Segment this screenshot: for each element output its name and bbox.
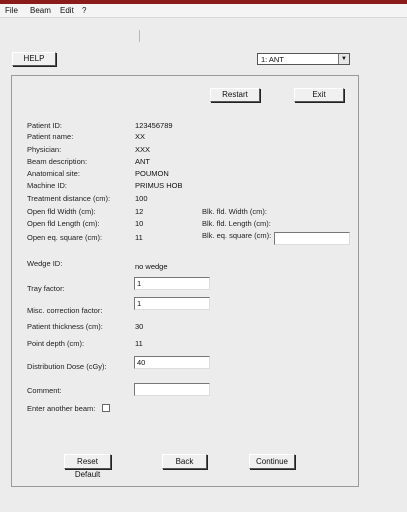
block-eq-square-field[interactable] bbox=[274, 232, 350, 245]
exit-button[interactable]: Exit bbox=[294, 88, 344, 102]
treatment-distance-label: Treatment distance (cm): bbox=[27, 194, 111, 203]
menu-help[interactable]: ? bbox=[82, 6, 87, 15]
help-button[interactable]: HELP bbox=[12, 52, 56, 66]
misc-correction-label: Misc. correction factor: bbox=[27, 306, 103, 315]
back-button[interactable]: Back bbox=[162, 454, 207, 469]
menu-bar bbox=[0, 4, 407, 18]
chevron-down-icon[interactable]: ▼ bbox=[338, 54, 349, 64]
comment-label: Comment: bbox=[27, 386, 62, 395]
point-depth-label: Point depth (cm): bbox=[27, 339, 85, 348]
patient-id-value: 123456789 bbox=[135, 121, 173, 130]
treatment-distance-value: 100 bbox=[135, 194, 148, 203]
physician-value: XXX bbox=[135, 145, 151, 154]
comment-field[interactable] bbox=[134, 383, 210, 396]
block-field-width-label: Blk. fld. Width (cm): bbox=[202, 207, 268, 216]
continue-button[interactable]: Continue bbox=[249, 454, 295, 469]
physician-label: Physician: bbox=[27, 145, 62, 154]
open-field-length-value: 10 bbox=[135, 219, 144, 228]
another-beam-checkbox[interactable] bbox=[102, 404, 110, 412]
anatomical-site-value: POUMON bbox=[135, 169, 169, 178]
beam-select-value: 1: ANT bbox=[261, 55, 284, 64]
anatomical-site-label: Anatomical site: bbox=[27, 169, 80, 178]
menu-edit[interactable]: Edit bbox=[60, 6, 74, 15]
block-eq-square-label: Blk. eq. square (cm): bbox=[202, 231, 272, 240]
tray-factor-label: Tray factor: bbox=[27, 284, 65, 293]
patient-thickness-label: Patient thickness (cm): bbox=[27, 322, 103, 331]
menu-beam[interactable]: Beam bbox=[30, 6, 51, 15]
misc-correction-field[interactable]: 1 bbox=[134, 297, 210, 310]
open-field-width-value: 12 bbox=[135, 207, 144, 216]
open-eq-square-label: Open eq. square (cm): bbox=[27, 233, 103, 242]
beam-description-label: Beam description: bbox=[27, 157, 88, 166]
tray-factor-field[interactable]: 1 bbox=[134, 277, 210, 290]
open-field-width-label: Open fld Width (cm): bbox=[27, 207, 96, 216]
machine-id-value: PRIMUS HOB bbox=[135, 181, 183, 190]
toolbar-separator bbox=[139, 30, 140, 42]
machine-id-label: Machine ID: bbox=[27, 181, 68, 190]
patient-name-label: Patient name: bbox=[27, 132, 74, 141]
open-field-length-label: Open fld Length (cm): bbox=[27, 219, 100, 228]
block-field-length-label: Blk. fld. Length (cm): bbox=[202, 219, 271, 228]
menu-file[interactable]: File bbox=[5, 6, 18, 15]
beam-description-value: ANT bbox=[135, 157, 150, 166]
patient-name-value: XX bbox=[135, 132, 146, 141]
restart-button[interactable]: Restart bbox=[210, 88, 260, 102]
distribution-dose-field[interactable]: 40 bbox=[134, 356, 210, 369]
reset-default-button[interactable]: Reset Default bbox=[64, 454, 111, 469]
wedge-id-value: no wedge bbox=[135, 262, 168, 271]
distribution-dose-label: Distribution Dose (cGy): bbox=[27, 362, 107, 371]
patient-thickness-value: 30 bbox=[135, 322, 144, 331]
point-depth-value: 11 bbox=[135, 339, 143, 348]
another-beam-label: Enter another beam: bbox=[27, 404, 96, 413]
beam-select[interactable] bbox=[257, 53, 350, 65]
wedge-id-label: Wedge ID: bbox=[27, 259, 63, 268]
open-eq-square-value: 11 bbox=[135, 233, 143, 242]
patient-id-label: Patient ID: bbox=[27, 121, 63, 130]
